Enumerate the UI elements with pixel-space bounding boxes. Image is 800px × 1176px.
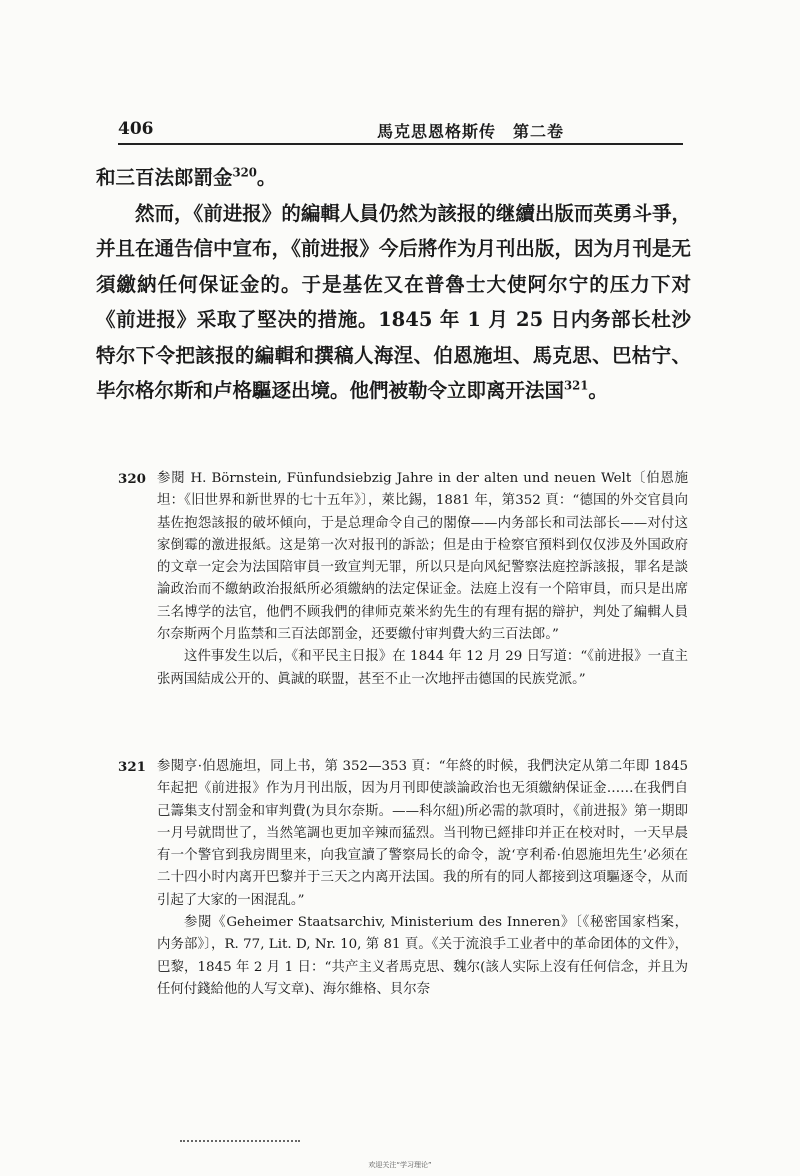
note-ref-321: 321 xyxy=(564,378,589,393)
note-ref-320: 320 xyxy=(232,165,257,180)
page-footer: 欢迎关注“学习理论” xyxy=(368,1161,432,1169)
paragraph-1-text: 和三百法郎罰金 xyxy=(96,166,233,189)
running-title: 馬克思恩格斯传 第二卷 xyxy=(376,122,564,141)
footnote-number: 321 xyxy=(118,759,146,775)
footnote-320 xyxy=(120,468,688,691)
paragraph-2-end: 。 xyxy=(588,379,608,402)
footnote-321 xyxy=(120,756,688,1001)
paragraph-1 xyxy=(96,160,691,196)
page-number: 406 xyxy=(118,119,154,139)
paragraph-1-end: 。 xyxy=(256,166,277,189)
footnote-body: 参閱 H. Börnstein, Fünfundsiebzig Jahre in der alten und neuen Welt〔伯恩施坦：《旧世界和新世界的七十五年》〕，萊比錫，1881 年，第352 頁：“德国的外交官員向基佐抱怨該报的破坏傾向，于是总理命令自己的閣僚——内务部长和司法部长——对付这家倒霉的激进报紙。这是第一次对报刊的訴訟；但是由于检察官預料到仅仅涉及外国政府的文章一定会为法国陪审員一致宣判无罪，所以只是向风紀警察法庭控訴該报，罪名是談論政治而不繳納政治报紙所必須繳納的法定保证金。法庭上沒有一个陪审員，而只是出席三名博学的法官，他們不顾我們的律师克萊米約先生的有理有据的辯护，判处了編輯人員尔奈斯两个月监禁和三百法郎罰金，还要繳付审判費大約三百法郎。” xyxy=(157,471,688,643)
footnote-body: 参閱亨·伯恩施坦，同上书，第 352—353 頁：“年終的时候，我們決定从第二年即 1845 年起把《前进报》作为月刊出版，因为月刊即使談論政治也无須繳納保证金……在我們自己籌集支付罰金和审判費(为貝尔奈斯。——科尔紐)所必需的款項时，《前进报》第一期即一月号就問世了，当然笔調也更加辛辣而猛烈。当刊物已經排印并正在校对时，一天早晨有一个警官到我房間里来，向我宣讀了警察局长的命令，說‘亨利希·伯恩施坦先生’必须在二十四小时内离开巴黎并于三天之内离开法国。我的所有的同人都接到这項驅逐令，从而引起了大家的一困混乱。” xyxy=(157,759,688,908)
page-header xyxy=(118,115,683,145)
bottom-marks xyxy=(180,1140,300,1142)
footnote-number: 320 xyxy=(118,471,146,487)
footnote-subparagraph: 这件事发生以后，《和平民主日报》在 1844 年 12 月 29 日写道：“《前进报》一直主张两国結成公开的、眞誠的联盟，甚至不止一次地抨击德国的民族党派。” xyxy=(157,649,688,687)
footnote-subparagraph: 参閱《Geheimer Staatsarchiv, Ministerium des Inneren》〔《秘密国家档案，内务部》〕，R. 77, Lit. D, Nr. 10, 第 81 頁。《关于流浪手工业者中的革命团体的文件》，巴黎，1845 年 2 月 1 日：“共产主义者馬克思、魏尔(該人实际上沒有任何信念，并且为任何付錢給他的人写文章)、海尔維格、貝尔奈 xyxy=(157,915,688,997)
header-rule xyxy=(118,143,683,145)
paragraph-2-text: 然而，《前进报》的編輯人員仍然为該报的继續出版而英勇斗爭，并且在通告信中宣布，《前进报》今后將作为月刊出版，因为月刊是无須繳納任何保证金的。于是基佐又在普魯士大使阿尔宁的压力下对《前进报》采取了堅决的措施。1845 年 1 月 25 日内务部长杜沙特尔下令把該报的編輯和撰稿人海涅、伯恩施坦、馬克思、巴枯宁、毕尔格尔斯和卢格驅逐出境。他們被勒令立即离开法国 xyxy=(96,201,691,402)
main-text xyxy=(96,160,691,409)
paragraph-2 xyxy=(96,196,691,409)
